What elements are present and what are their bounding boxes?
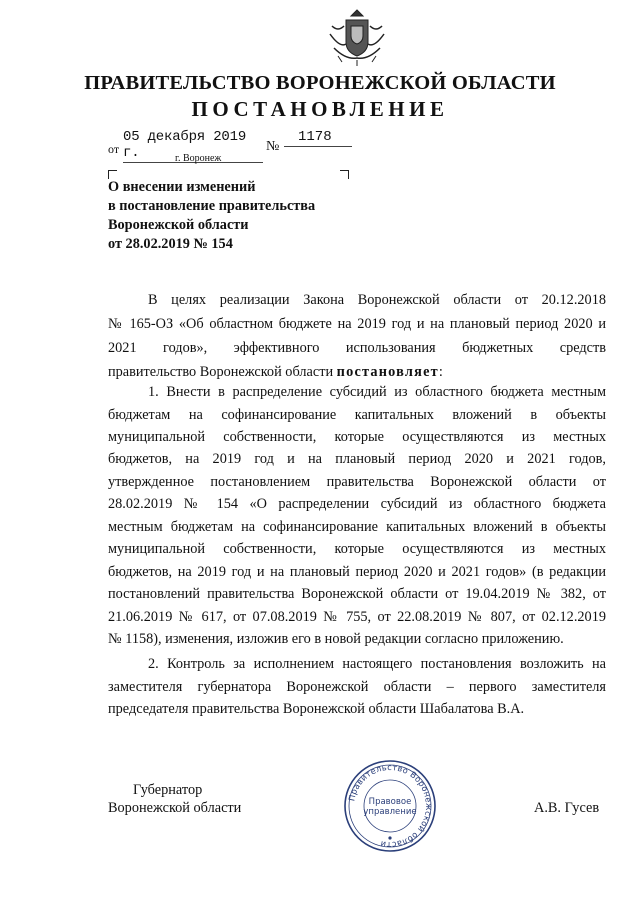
item1-line: бюджетов, на 2019 год и на плановый период 2020 и 2021 годов» (в редакции — [108, 564, 606, 580]
item2-line: 2. Контроль за исполнением настоящего постановления возложить на — [148, 656, 606, 672]
stamp-dot — [388, 836, 391, 839]
body-line: В целях реализации Закона Воронежской области от 20.12.2018 — [148, 292, 606, 308]
date-prefix-label: от — [108, 142, 120, 156]
item1-line: бюджетов, на 2019 год и на плановый период 2020 и 2021 годов, — [108, 451, 606, 467]
resolution-colon: : — [438, 364, 443, 380]
item2-line: председателя правительства Воронежской области Шабалатова В.А. — [108, 701, 525, 717]
subject-line: Воронежской области — [108, 217, 249, 233]
item1-line: местным бюджетам на софинансирование капитальных вложений в объекты — [108, 519, 606, 535]
government-name: ПРАВИТЕЛЬСТВО ВОРОНЕЖСКОЙ ОБЛАСТИ — [84, 72, 556, 94]
item1-line: 28.02.2019 № 154 «О распределении субсидий из областного бюджета — [108, 496, 606, 512]
stamp-center-line1: Правовое — [368, 797, 412, 807]
document-number: 1178 — [284, 129, 352, 147]
number-sign-label: № — [266, 139, 280, 154]
subject-line: от 28.02.2019 № 154 — [108, 236, 233, 252]
item1-line: утвержденное постановлением правительства Воронежской области от — [108, 474, 606, 490]
document-date: 05 декабря 2019 г. — [123, 129, 263, 163]
subject-corner-right — [340, 170, 349, 179]
document-subject — [108, 178, 315, 254]
item1-line: бюджетам на софинансирование капитальных вложений в объекты — [108, 407, 606, 423]
signatory-name: А.В. Гусев — [534, 800, 600, 816]
subject-line: в постановление правительства — [108, 198, 316, 214]
official-stamp — [342, 758, 438, 854]
item1-line: 1. Внести в распределение субсидий из областного бюджета местным — [148, 384, 606, 400]
item1-line: муниципальной собственности, которые осуществляются из местных — [108, 541, 606, 557]
item1-line: постановлений правительства Воронежской области от 19.04.2019 № 382, от — [108, 586, 606, 602]
body-line: 2021 годов», эффективного использования бюджетных средств — [108, 340, 606, 356]
stamp-center-line2: управление — [363, 807, 417, 817]
signatory-title-line2: Воронежской области — [108, 800, 242, 816]
item1-line: № 1158), изменения, изложив его в новой редакции согласно приложению. — [108, 631, 564, 647]
subject-line: О внесении изменений — [108, 179, 256, 195]
item2-line: заместителя губернатора Воронежской области – первого заместителя — [108, 679, 606, 695]
body-line: № 165-ОЗ «Об областном бюджете на 2019 год и на плановый период 2020 и — [108, 316, 606, 332]
stamp-ring-text: Правительство Воронежской области — [346, 761, 435, 851]
signatory-title-line1: Губернатор — [133, 782, 203, 798]
document-type-title: ПОСТАНОВЛЕНИЕ — [191, 97, 449, 121]
city-label: г. Воронеж — [175, 153, 222, 164]
coat-of-arms-emblem — [324, 6, 390, 68]
resolution-pre: правительство Воронежской области — [108, 364, 334, 380]
resolution-keyword: постановляет — [336, 364, 439, 380]
item1-line: муниципальной собственности, которые осуществляются из местных — [108, 429, 606, 445]
resolution-line — [108, 364, 443, 381]
item1-line: 21.06.2019 № 617, от 07.08.2019 № 755, от 22.08.2019 № 807, от 02.12.2019 — [108, 609, 606, 625]
